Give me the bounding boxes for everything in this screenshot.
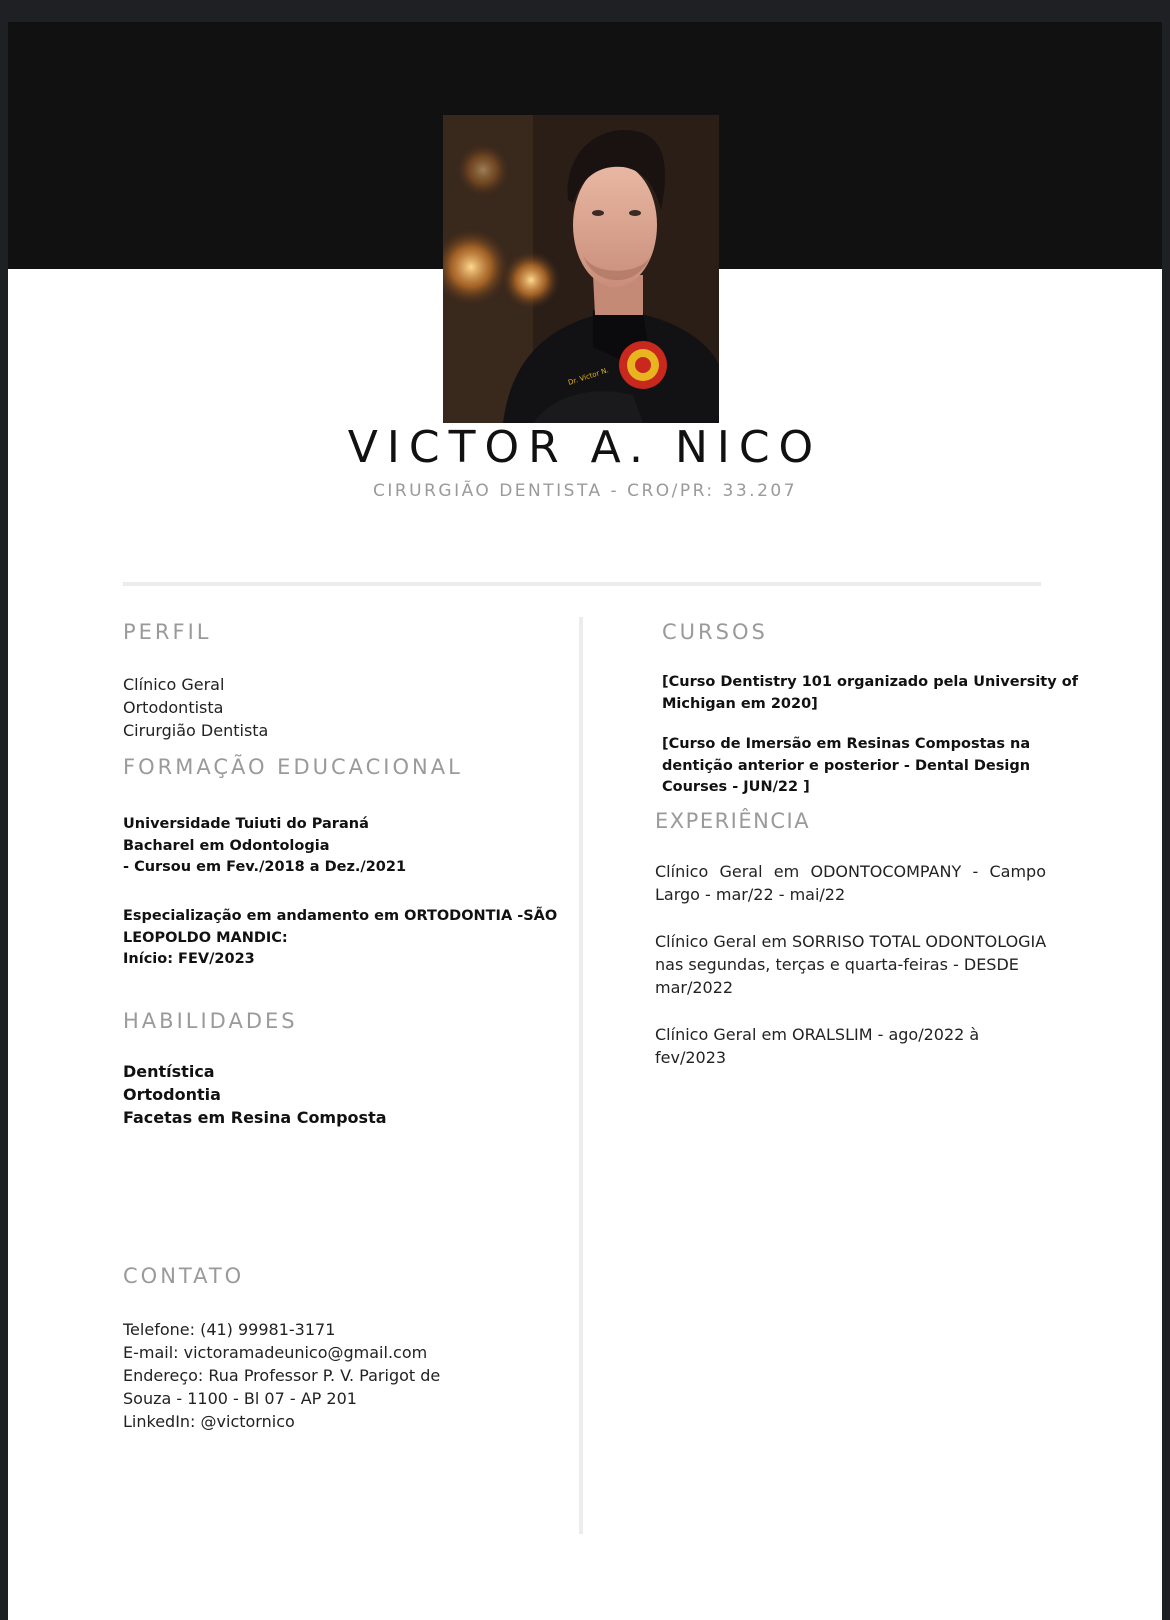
svg-text:Dr. Victor N.: Dr. Victor N.	[567, 366, 610, 387]
contact-linkedin: LinkedIn: @victornico	[123, 1412, 295, 1431]
contact-email: E-mail: victoramadeunico@gmail.com	[123, 1343, 428, 1362]
full-name: VICTOR A. NICO	[347, 422, 823, 473]
course-item	[662, 734, 1030, 799]
experiencia-heading: EXPERIÊNCIA	[655, 809, 811, 833]
formacao-line: Início: FEV/2023	[123, 951, 255, 967]
perfil-item: Ortodontista	[123, 698, 224, 717]
formacao-graduation	[123, 814, 406, 879]
perfil-list	[123, 673, 268, 742]
course-item	[662, 672, 1078, 715]
resume-page	[8, 22, 1162, 1620]
course-line: [Curso Dentistry 101 organizado pela University of	[662, 674, 1079, 690]
contact-address: Endereço: Rua Professor P. V. Parigot de	[123, 1366, 441, 1385]
horizontal-divider	[123, 582, 1041, 586]
experience-entry: Clínico Geral em ORALSLIM - ago/2022 à fev/2023	[655, 1025, 980, 1067]
formacao-line: Universidade Tuiuti do Paraná	[123, 816, 369, 832]
skill-item: Dentística	[123, 1062, 215, 1081]
perfil-item: Cirurgião Dentista	[123, 721, 269, 740]
habilidades-list	[123, 1060, 387, 1129]
contact-address-2: Souza - 1100 - Bl 07 - AP 201	[123, 1389, 357, 1408]
course-line: [Curso de Imersão em Resinas Compostas na	[662, 736, 1031, 752]
course-line: dentição anterior e posterior - Dental Design	[662, 757, 1031, 774]
experience-entry: Clínico Geral em SORRISO TOTAL ODONTOLOGIA nas segundas, terças e quarta-feiras - DESDE mar/2022	[655, 932, 1047, 997]
formacao-specialization	[123, 906, 557, 971]
perfil-heading: PERFIL	[123, 620, 212, 644]
formacao-heading: FORMAÇÃO EDUCACIONAL	[123, 755, 463, 779]
formacao-line: Bacharel em Odontologia	[123, 837, 330, 854]
profile-photo	[443, 115, 719, 423]
experience-entry: Clínico Geral em ODONTOCOMPANY - Campo Largo - mar/22 - mai/22	[655, 862, 1046, 904]
course-line: Michigan em 2020]	[662, 695, 818, 712]
contato-list	[123, 1318, 440, 1433]
contato-heading: CONTATO	[123, 1264, 245, 1288]
habilidades-heading: HABILIDADES	[123, 1009, 298, 1033]
skill-item: Ortodontia	[123, 1085, 221, 1104]
cursos-heading: CURSOS	[662, 620, 768, 644]
window-top-strip	[0, 0, 1170, 22]
formacao-line: LEOPOLDO MANDIC:	[123, 929, 288, 946]
course-line: Courses - JUN/22 ]	[662, 779, 810, 795]
vertical-divider	[579, 617, 583, 1534]
formacao-line: - Cursou em Fev./2018 a Dez./2021	[123, 859, 407, 875]
perfil-item: Clínico Geral	[123, 675, 225, 694]
contact-phone: Telefone: (41) 99981-3171	[123, 1320, 336, 1339]
profession-subtitle: CIRURGIÃO DENTISTA - CRO/PR: 33.207	[372, 481, 798, 501]
skill-item: Facetas em Resina Composta	[123, 1108, 387, 1127]
formacao-line: Especialização em andamento em ORTODONTIA -SÃO	[123, 908, 558, 924]
